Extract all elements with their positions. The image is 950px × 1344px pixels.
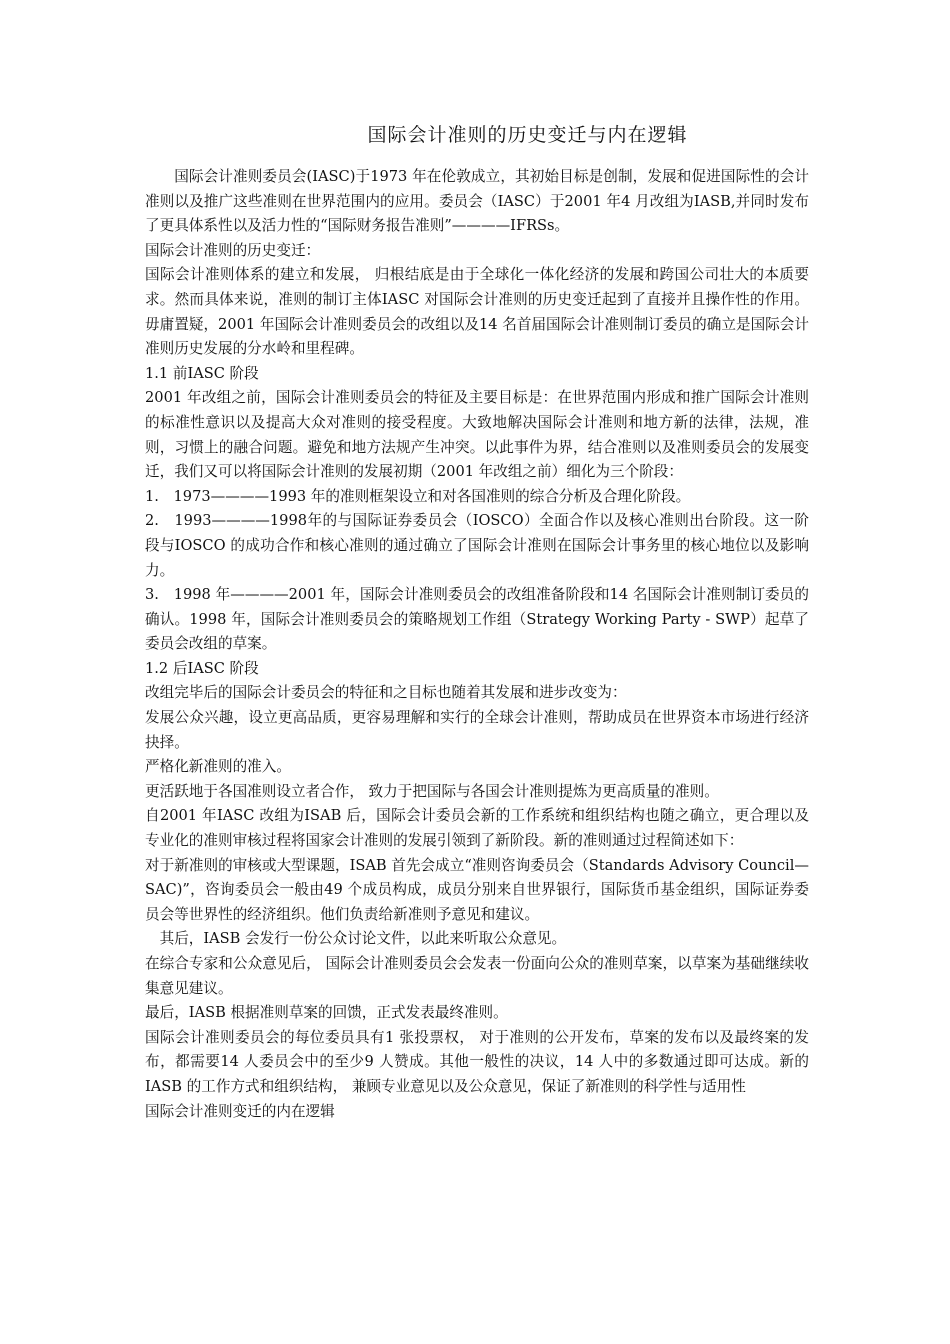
paragraph-goals-intro: 改组完毕后的国际会计委员会的特征和之目标也随着其发展和进步改变为：: [145, 684, 627, 702]
paragraph-discussion: 其后，IASB 会发行一份公众讨论文件，以此来听取公众意见。: [159, 930, 567, 948]
document-body: [145, 165, 809, 1124]
heading-post-iasc: 1.2 后IASC 阶段: [145, 659, 259, 677]
paragraph-draft: 在综合专家和公众意见后， 国际会计准则委员会会发表一份面向公众的准则草案，以草案为基础继续收集意见建议。: [145, 955, 809, 997]
paragraph-intro: 国际会计准则委员会(IASC)于1973 年在伦敦成立，其初始目标是创制，发展和促进国际性的会计准则以及推广这些准则在世界范围内的应用。委员会（IASC）于2001 年4 月改组为IASB,并同时发布了更具体系性以及活力性的“国际财务报告准则”————IFRSs。: [145, 168, 809, 235]
document-title: 国际会计准则的历史变迁与内在逻辑: [367, 124, 688, 146]
heading-history: 国际会计准则的历史变迁：: [145, 241, 321, 259]
heading-pre-iasc: 1.1 前IASC 阶段: [145, 364, 259, 382]
paragraph-goal-2: 严格化新准则的准入。: [145, 758, 291, 776]
paragraph-goal-1: 发展公众兴趣，设立更高品质，更容易理解和实行的全球会计准则，帮助成员在世界资本市场进行经济抉择。: [145, 709, 809, 751]
paragraph-pre-iasc: 2001 年改组之前，国际会计准则委员会的特征及主要目标是：在世界范围内形成和推广国际会计准则的标准性意识以及提高大众对准则的接受程度。大致地解决国际会计准则和地方新的法律，法规，准则，习惯上的融合问题。避免和地方法规产生冲突。以此事件为界，结合准则以及准则委员会的发展变迁，我们又可以将国际会计准则的发展初期（2001 年改组之前）细化为三个阶段：: [145, 389, 809, 481]
paragraph-goal-3: 更活跃地于各国准则设立者合作， 致力于把国际与各国会计准则提炼为更高质量的准则。: [145, 782, 719, 800]
paragraph-final: 最后，IASB 根据准则草案的回馈，正式发表最终准则。: [145, 1004, 508, 1022]
paragraph-voting: 国际会计准则委员会的每位委员具有1 张投票权， 对于准则的公开发布，草案的发布以及最终案的发布，都需要14 人委员会中的至少9 人赞成。其他一般性的决议，14 人中的多数通过即可达成。新的IASB 的工作方式和组织结构， 兼顾专业意见以及公众意见，保证了新准则的科学性与适用性: [145, 1028, 809, 1095]
list-item-stage-1: 1. 1973————1993 年的准则框架设立和对各国准则的综合分析及合理化阶段。: [145, 487, 691, 505]
heading-logic: 国际会计准则变迁的内在逻辑: [145, 1102, 335, 1120]
paragraph-sac: 对于新准则的审核或大型课题，ISAB 首先会成立“准则咨询委员会（Standards Advisory Council—SAC)”，咨询委员会一般由49 个成员构成，成员分别来自世界银行，国际货币基金组织，国际证券委员会等世界性的经济组织。他们负责给新准则予意见和建议。: [145, 856, 809, 923]
paragraph-reorganization: 自2001 年IASC 改组为ISAB 后，国际会计委员会新的工作系统和组织结构也随之确立，更合理以及专业化的准则审核过程将国家会计准则的发展引领到了新阶段。新的准则通过过程简述如下：: [145, 807, 809, 850]
list-item-stage-3: 3. 1998 年————2001 年，国际会计准则委员会的改组准备阶段和14 名国际会计准则制订委员的确认。1998 年，国际会计准则委员会的策略规划工作组（Strategy Working Party - SWP）起草了委员会改组的草案。: [145, 586, 809, 653]
paragraph-history: 国际会计准则体系的建立和发展， 归根结底是由于全球化一体化经济的发展和跨国公司壮大的本质要求。然而具体来说，准则的制订主体IASC 对国际会计准则的历史变迁起到了直接并且操作性的作用。毋庸置疑，2001 年国际会计准则委员会的改组以及14 名首届国际会计准则制订委员的确立是国际会计准则历史发展的分水岭和里程碑。: [145, 266, 809, 358]
list-item-stage-2: 2. 1993————1998年的与国际证券委员会（IOSCO）全面合作以及核心准则出台阶段。这一阶段与IOSCO 的成功合作和核心准则的通过确立了国际会计准则在国际会计事务里的核心地位以及影响力。: [145, 512, 809, 579]
